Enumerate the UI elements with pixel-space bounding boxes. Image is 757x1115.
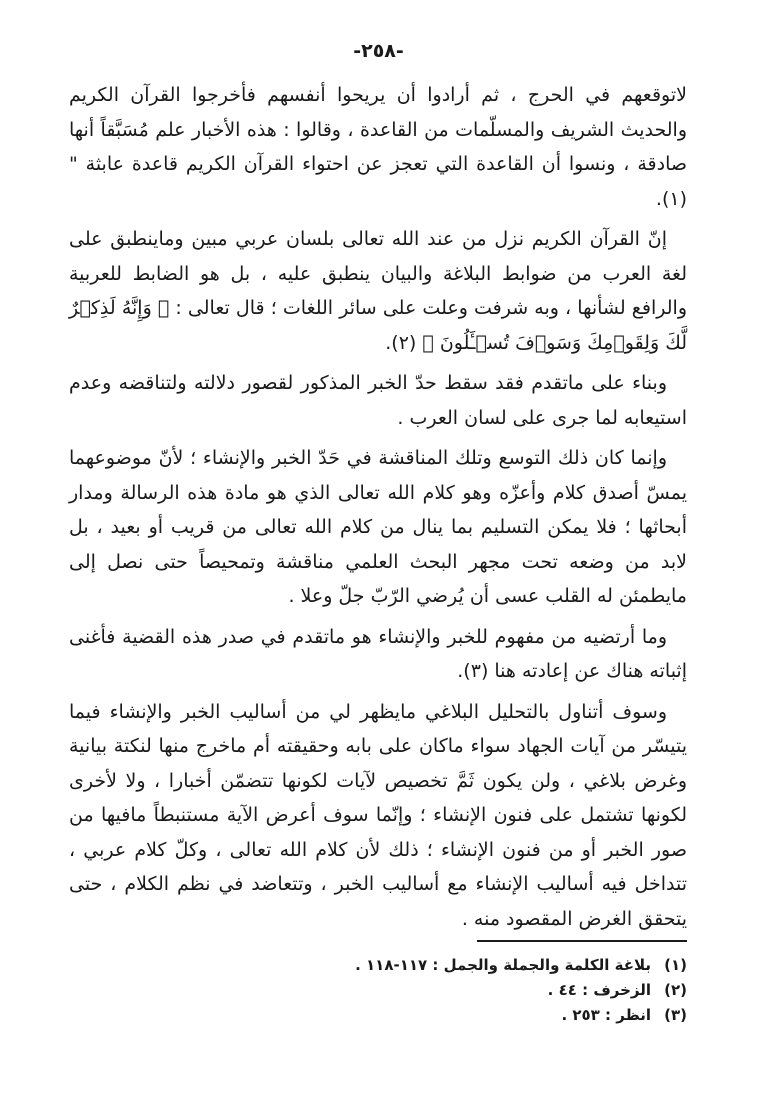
- footnote-item: [69, 1006, 687, 1031]
- footnote-number: (٢): [664, 981, 687, 999]
- body-text: [69, 78, 687, 942]
- page-number: -٢٥٨-: [353, 40, 404, 62]
- footnote-separator: [477, 940, 687, 942]
- paragraph-5: وما أرتضيه من مفهوم للخبر والإنشاء هو ماتقدم في صدر هذه القضية فأغنى إثباته هناك عن إعادته هنا (٣).: [69, 625, 687, 682]
- footnote-item: [69, 956, 687, 981]
- footnote-item: [69, 981, 687, 1006]
- footnote-number: (٣): [664, 1006, 687, 1024]
- paragraph-6: وسوف أتناول بالتحليل البلاغي مايظهر لي من أساليب الخبر والإنشاء فيما يتيسّر من آيات الجهاد سواء ماكان على بابه وحقيقته أم ماخرج منها لنكتة بيانية وغرض بلاغي ، ولن يكون ثَمَّ تخصيص لآيات لكونها تتضمّن أخبارا ، ولا لأخرى لكونها تشتمل على فنون الإنشاء ؛ وإنّما سوف أعرض الآية مستنبطاً مافيها من صور الخبر أو من فنون الإنشاء ؛ ذلك لأن كلام الله تعالى ، وكلّ كلام عربي ، تتداخل فيه أساليب الإنشاء مع أساليب الخبر ، وتتعاضد في نظم الكلام ، حتى يتحقق الغرض المقصود منه .: [69, 700, 687, 930]
- paragraph-1: لاتوقعهم في الحرج ، ثم أرادوا أن يريحوا أنفسهم فأخرجوا القرآن الكريم والحديث الشريف والمسلّمات من القاعدة ، وقالوا : هذه الأخبار علم مُسَبَّقاً أنها صادقة ، ونسوا أن القاعدة التي تعجز عن احتواء القرآن الكريم قاعدة عابثة " (١).: [69, 84, 687, 210]
- footnote-text: الزخرف : ٤٤ .: [547, 981, 651, 999]
- footnote-text: بلاغة الكلمة والجملة والجمل : ١١٧-١١٨ .: [355, 956, 651, 974]
- footnote-text: انظر : ٢٥٣ .: [561, 1006, 651, 1024]
- footnote-number: (١): [664, 956, 687, 974]
- footnotes: [69, 956, 687, 1031]
- paragraph-2: إنّ القرآن الكريم نزل من عند الله تعالى بلسان عربي مبين وماينطبق على لغة العرب من ضوابط البلاغة والبيان ينطبق عليه ، بل هو الضابط للعربية والرافع لشأنها ، وبه شرفت وعلت على سائر اللغات ؛ قال تعالى : ﴿ وَإِنَّهُ لَذِكۡرٌ لَّكَ وَلِقَوۡمِكَ وَسَوۡفَ تُسۡـَٔلُونَ ﴾ (٢).: [69, 228, 687, 354]
- paragraph-4: وإنما كان ذلك التوسع وتلك المناقشة في حَدّ الخبر والإنشاء ؛ لأنّ موضوعهما يمسّ أصدق كلام وأعزّه وهو كلام الله تعالى الذي هو مادة هذه الرسالة ومدار أبحاثها ؛ فلا يمكن التسليم بما ينال من كلام الله تعالى من قريب أو بعيد ، بل لابد من وضعه تحت مجهر البحث العلمي مناقشة وتمحيصاً حتى نصل إلى مايطمئن له القلب عسى أن يُرضي الرّبّ جلّ وعلا .: [69, 447, 687, 607]
- paragraph-3: وبناء على ماتقدم فقد سقط حدّ الخبر المذكور لقصور دلالته ولتناقضه وعدم استيعابه لما جرى على لسان العرب .: [69, 372, 687, 429]
